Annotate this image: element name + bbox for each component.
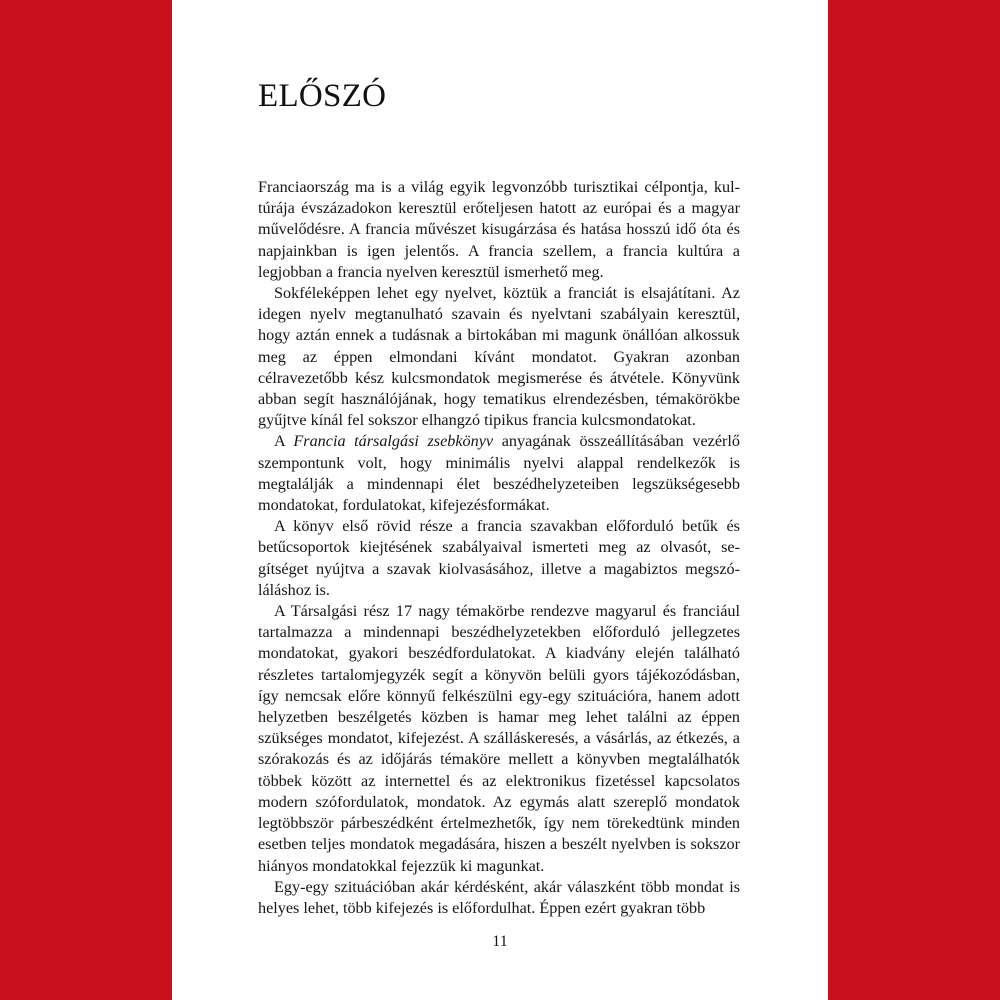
page-title: ELŐSZÓ (258, 78, 387, 114)
book-page (172, 0, 828, 1000)
paragraph-3-start: A (274, 432, 294, 451)
book-title-italic: Francia társalgási zsebkönyv (293, 432, 494, 451)
paragraph-5: A Társalgási rész 17 nagy témakörbe rendezve magyarul és franciául tartalmazza a mindennapi beszédhelyzetekben előforduló jellegzetes mondatokat, gyakori beszédfordulatokat. A kiadvány elején található részletes tartalomjegyzék segít a könyvön belüli gyors tájékozódásban, így nemcsak előre könnyű felkészülni egy-egy szituációra, hanem adott helyzetben beszélgetés közben is hamar meg lehet találni az éppen szükséges mondatot, kifejezést. A szálláskeresés, a vásárlás, az étkezés, a szórakozás és az időjárás témaköre mellett a könyvben megtalálhatók többek között az internettel és az elektronikus fizetéssel kapcsolatos modern szófordulatok, mondatok. Az egymás alatt szereplő mondatok legtöbbször párbeszédként értelmezhetők, így nem törekedtünk minden esetben teljes mondatok megadására, hiszen a beszélt nyelvben is sokszor hiányos mondatokkal fejezzük ki magunkat. (258, 602, 740, 875)
paragraph-3 (258, 431, 740, 516)
paragraph-4: A könyv első rövid része a francia szavakban előforduló betűk és betűcsoportok kiejtésének szabályaival ismerteti meg az olvasót, segítséget nyújtva a szavak kiolvasásához, illetve a magabiztos megszóláláshoz is. (258, 517, 740, 599)
paragraph-6: Egy-egy szituációban akár kérdésként, akár válaszként több mondat is helyes lehet, több kifejezés is előfordulhat. Éppen ezért gyakran több (258, 877, 740, 917)
paragraph-2: Sokféleképpen lehet egy nyelvet, köztük a franciát is elsajátítani. Az idegen nyelv megtanulható szavain és nyelvtani szabályain keresztül, hogy aztán ennek a tudásnak a birtokában mi magunk önállóan alkossuk meg az éppen elmondani kívánt mondatot. Gyakran azonban célravezetőbb kész kulcsmondatok megismerése és átvétele. Könyvünk abban segít használójának, hogy tematikus elrendezésben, témakörökbe gyűjtve kínál fel sokszor elhangzó tipikus francia kulcsmondatokat. (258, 284, 740, 430)
preface-body (258, 177, 740, 919)
paragraph-1: Franciaország ma is a világ egyik legvonzóbb turisztikai célpontja, kultúrája évszázadokon keresztül erőteljesen hatott az európai és a magyar művelődésre. A francia művészet kisugárzása és hatása hosszú idő óta és napjainkban is igen jelentős. A francia szellem, a francia kultúra a legjobban a francia nyelven keresztül ismerhető meg. (258, 178, 740, 281)
paragraph-3-rest: anyagának összeállításában vezérlő szempontunk volt, hogy minimális nyelvi alappal rendelkezők is megtalálják a mindennapi élet beszédhelyzeteiben legszükségesebb mondatokat, fordulatokat, kifejezésformákat. (258, 432, 740, 515)
page-number: 11 (492, 933, 508, 950)
